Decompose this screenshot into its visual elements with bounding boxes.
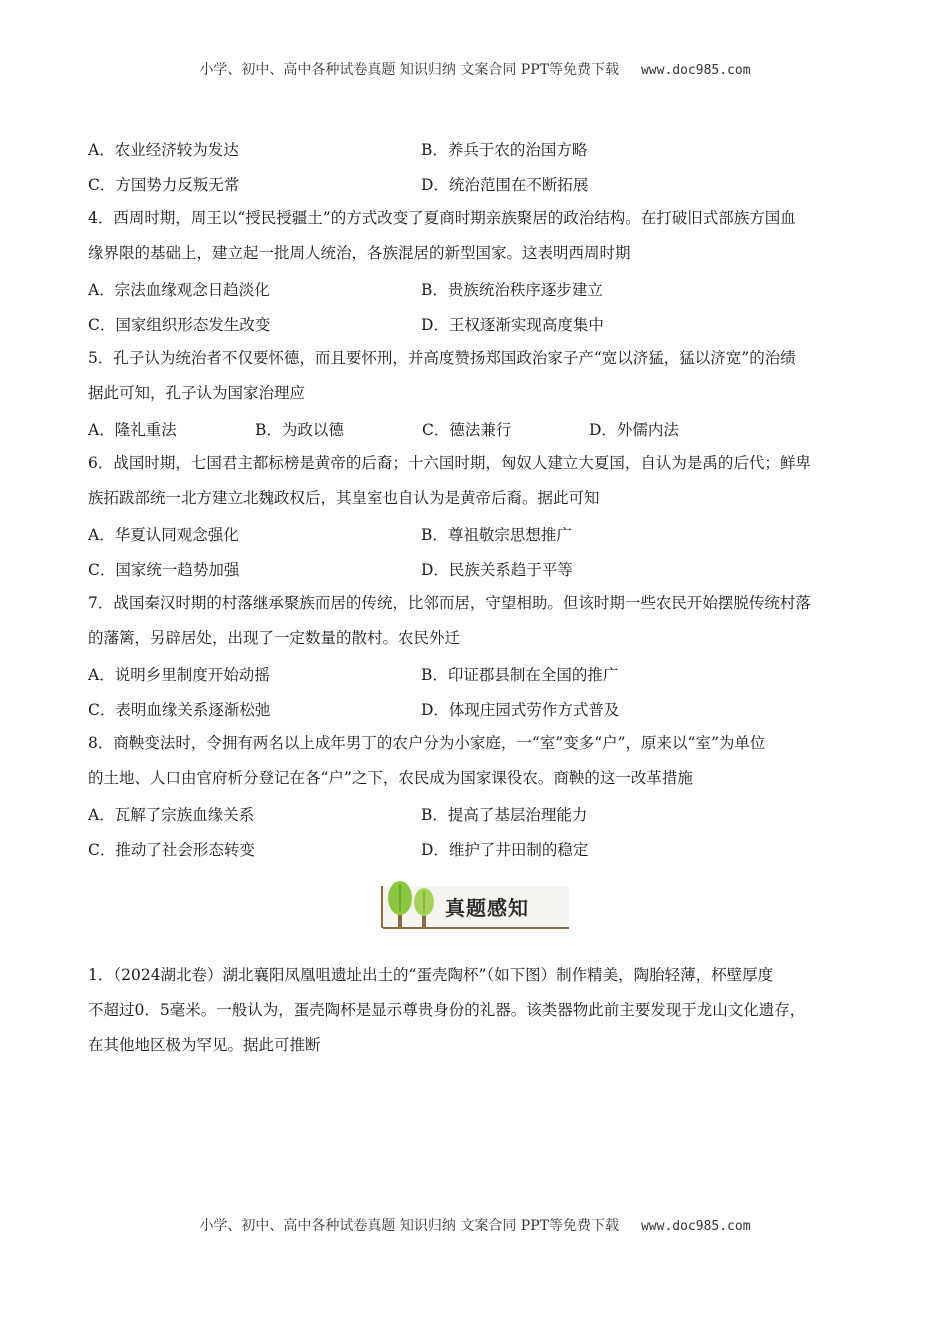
q8-option-c[interactable]: C．推动了社会形态转变 [88, 840, 255, 859]
q6-option-b[interactable]: B．尊祖敬宗思想推广 [421, 525, 572, 544]
q5-option-b[interactable]: B．为政以德 [255, 420, 344, 439]
q6-option-a[interactable]: A．华夏认同观念强化 [88, 525, 239, 544]
header-site-link[interactable]: www.doc985.com [640, 63, 751, 78]
footer-text: 小学、初中、高中各种试卷真题 知识归纳 文案合同 PPT等免费下载 [199, 1218, 619, 1234]
q7-stem-line-2: 的藩篱，另辟居处，出现了一定数量的散村。农民外迁 [88, 629, 461, 647]
footer-banner [0, 1215, 950, 1235]
q7-option-b[interactable]: B．印证郡县制在全国的推广 [421, 665, 619, 684]
q4-option-c[interactable]: C．国家组织形态发生改变 [88, 315, 271, 334]
q4-stem [88, 201, 868, 271]
q3-option-a[interactable]: A．农业经济较为发达 [88, 140, 239, 159]
q7-options-row-2 [88, 691, 868, 726]
r1-stem-line-2: 不超过0．5毫米。一般认为，蛋壳陶杯是显示尊贵身份的礼器。该类器物此前主要发现于龙山文化遗存， [88, 1001, 806, 1019]
q4-option-b[interactable]: B．贵族统治秩序逐步建立 [421, 280, 603, 299]
q8-option-d[interactable]: D．维护了井田制的稳定 [421, 840, 589, 859]
q6-stem [88, 446, 868, 516]
q5-option-d[interactable]: D．外儒内法 [589, 420, 679, 439]
q7-option-a[interactable]: A．说明乡里制度开始动摇 [88, 665, 270, 684]
q8-stem-line-2: 的土地、人口由官府析分登记在各“户”之下，农民成为国家课役农。商鞅的这一改革措施 [88, 769, 693, 787]
q3-option-b[interactable]: B．养兵于农的治国方略 [421, 140, 588, 159]
q5-option-a[interactable]: A．隆礼重法 [88, 420, 177, 439]
q5-option-c[interactable]: C．德法兼行 [422, 420, 512, 439]
q8-stem [88, 726, 868, 796]
q6-stem-line-1: 6．战国时期，七国君主都标榜是黄帝的后裔；十六国时期，匈奴人建立大夏国，自认为是禹的后代；鲜卑 [88, 454, 811, 472]
q7-option-d[interactable]: D．体现庄园式劳作方式普及 [421, 700, 620, 719]
q4-option-d[interactable]: D．王权逐渐实现高度集中 [421, 315, 604, 334]
q4-stem-line-2: 缘界限的基础上，建立起一批周人统治，各族混居的新型国家。这表明西周时期 [88, 244, 631, 262]
q7-options-row-1 [88, 656, 868, 691]
q4-options-row-2 [88, 306, 868, 341]
section-title: 真题感知 [445, 896, 529, 920]
q5-options-row [88, 411, 868, 446]
q7-option-c[interactable]: C．表明血缘关系逐渐松弛 [88, 700, 271, 719]
q6-options-row-2 [88, 551, 868, 586]
q6-options-row-1 [88, 516, 868, 551]
q7-stem [88, 586, 868, 656]
q3-options-row-1 [88, 131, 868, 166]
q6-option-d[interactable]: D．民族关系趋于平等 [421, 560, 573, 579]
q4-options-row-1 [88, 271, 868, 306]
q4-option-a[interactable]: A．宗法血缘观念日趋淡化 [88, 280, 270, 299]
q3-option-d[interactable]: D．统治范围在不断拓展 [421, 175, 589, 194]
q3-options-row-2 [88, 166, 868, 201]
question-content [88, 131, 868, 1063]
r1-stem [88, 958, 868, 1063]
q5-stem-line-2: 据此可知，孔子认为国家治理应 [88, 384, 306, 402]
header-banner [0, 59, 950, 79]
q4-stem-line-1: 4．西周时期，周王以“授民授疆土”的方式改变了夏商时期亲族聚居的政治结构。在打破旧式部族方国血 [88, 209, 796, 227]
q8-options-row-2 [88, 831, 868, 866]
r1-stem-line-1: 1．（2024湖北卷）湖北襄阳凤凰咀遗址出土的“蛋壳陶杯”（如下图）制作精美，陶胎轻薄，杯壁厚度 [88, 966, 774, 984]
r1-stem-line-3: 在其他地区极为罕见。据此可推断 [88, 1036, 321, 1054]
q7-stem-line-1: 7．战国秦汉时期的村落继承聚族而居的传统，比邻而居，守望相助。但该时期一些农民开始摆脱传统村落 [88, 594, 811, 612]
q8-options-row-1 [88, 796, 868, 831]
q5-stem-line-1: 5．孔子认为统治者不仅要怀德，而且要怀刑，并高度赞扬郑国政治家子产“宽以济猛，猛以济宽”的治绩 [88, 349, 796, 367]
q6-option-c[interactable]: C．国家统一趋势加强 [88, 560, 240, 579]
footer-site-link[interactable]: www.doc985.com [640, 1219, 751, 1234]
q8-stem-line-1: 8．商鞅变法时，令拥有两名以上成年男丁的农户分为小家庭，一“室”变多“户”，原来以“室”为单位 [88, 734, 766, 752]
q8-option-b[interactable]: B．提高了基层治理能力 [421, 805, 588, 824]
q8-option-a[interactable]: A．瓦解了宗族血缘关系 [88, 805, 255, 824]
q5-stem [88, 341, 868, 411]
header-text: 小学、初中、高中各种试卷真题 知识归纳 文案合同 PPT等免费下载 [199, 62, 619, 78]
q6-stem-line-2: 族拓跋部统一北方建立北魏政权后，其皇室也自认为是黄帝后裔。据此可知 [88, 489, 600, 507]
q3-option-c[interactable]: C．方国势力反叛无常 [88, 175, 240, 194]
section-header [88, 872, 868, 944]
